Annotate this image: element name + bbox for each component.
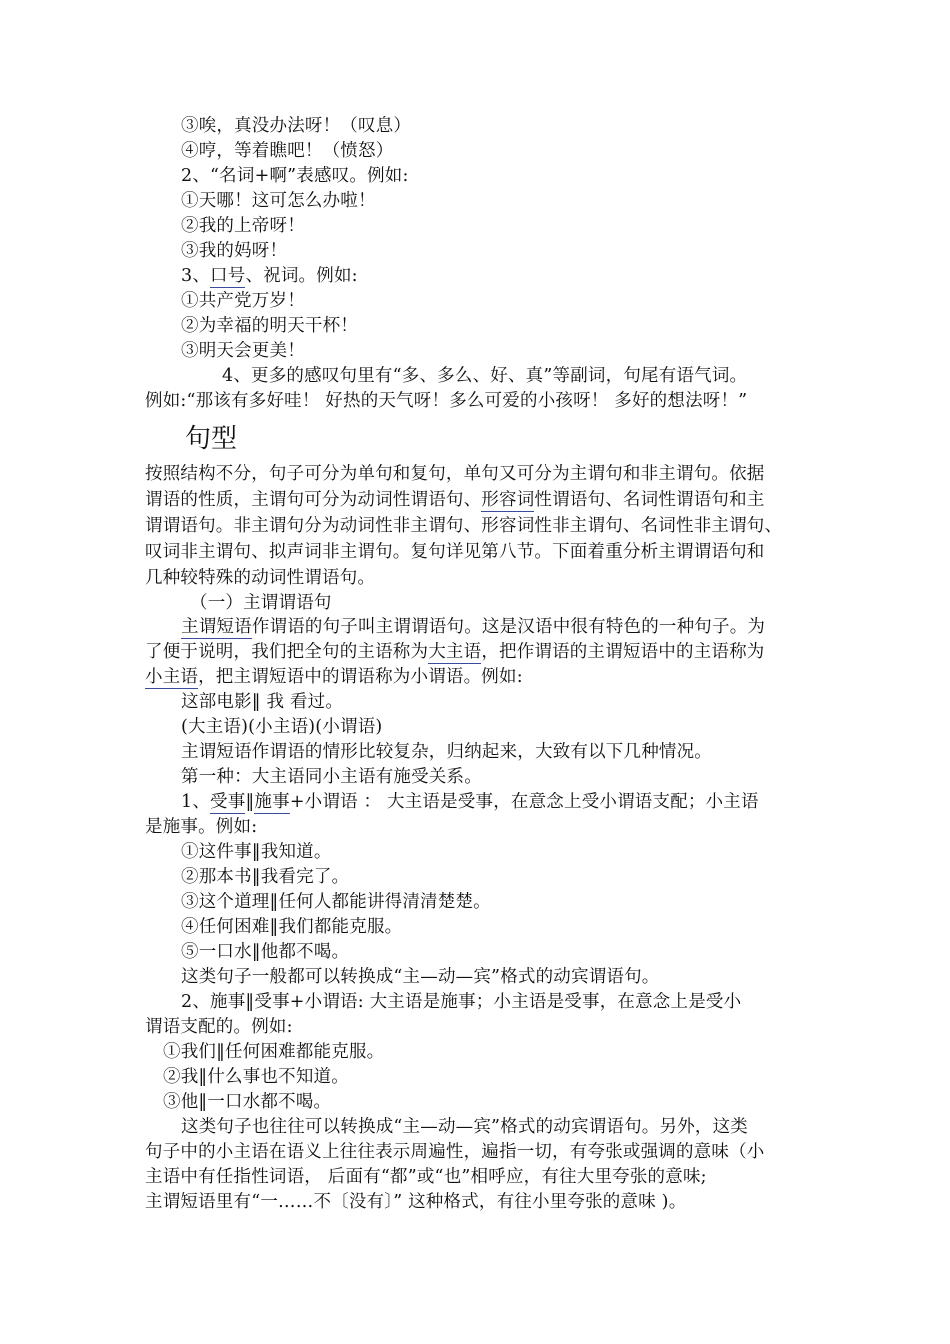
- case-two-heading-cont: 谓语支配的。例如:: [145, 1017, 293, 1037]
- subject-predicate-paragraph-line-2: [145, 640, 813, 664]
- sentence-type-paragraph-line-1: 按照结构不分，句子可分为单句和复句，单句又可分为主谓句和非主谓句。依据: [145, 464, 765, 484]
- sentence-type-paragraph-line-2: [145, 488, 813, 512]
- type-one-heading: 第一种：大主语同小主语有施受关系。: [181, 767, 482, 787]
- case-two-example-2: ②我‖什么事也不知道。: [163, 1067, 349, 1087]
- paragraph-text: ，把作谓语的主谓短语中的主语称为: [481, 642, 765, 662]
- intro-line: 主谓短语作谓语的情形比较复杂，归纳起来，大致有以下几种情况。: [181, 742, 712, 762]
- paragraph-text: 谓语的性质，主谓句可分为动词性谓语句、: [145, 490, 482, 510]
- case-two-note-line-1: 这类句子也往往可以转换成“主—动—宾”格式的动宾谓语句。另外，这类: [181, 1117, 748, 1137]
- sentence-type-paragraph-line-5: 几种较特殊的动词性谓语句。: [145, 568, 376, 588]
- underlined-term-slogan: 口号: [210, 266, 246, 286]
- noun-exclamation-example-1: ①天哪！这可怎么办啦！: [181, 191, 376, 211]
- paragraph-text: 性谓语句、名词性谓语句和主: [534, 490, 765, 510]
- underlined-term-small-subject: 小主语: [145, 667, 199, 687]
- example-sentence: 这部电影‖ 我 看过。: [181, 692, 344, 712]
- slogan-example-1: ①共产党万岁！: [181, 291, 305, 311]
- case-one-heading-cont: 是施事。例如:: [145, 817, 258, 837]
- subsection-title: （一）主谓谓语句: [190, 593, 332, 613]
- slogan-heading-num: 3、: [181, 266, 211, 286]
- sentence-type-paragraph-line-4: 叹词非主谓句、拟声词非主谓句。复句详见第八节。下面着重分析主谓谓语句和: [145, 542, 765, 562]
- subject-predicate-paragraph-line-3: [145, 665, 813, 689]
- paragraph-text: 了便于说明，我们把全句的主语称为: [145, 642, 429, 662]
- sentence-type-paragraph-line-3: 谓谓语句。非主谓句分为动词性非主谓句、形容词性非主谓句、名词性非主谓句、: [145, 516, 783, 536]
- case-two-heading: 2、施事‖受事+小谓语: 大主语是施事；小主语是受事，在意念上是受小: [181, 992, 742, 1012]
- subject-predicate-paragraph-line-1: [181, 615, 813, 639]
- case-one-example-3: ③这个道理‖任何人都能讲得清清楚楚。: [181, 892, 491, 912]
- case-one-example-4: ④任何困难‖我们都能克服。: [181, 917, 403, 937]
- case-two-example-3: ③他‖一口水都不喝。: [163, 1092, 332, 1112]
- exclamation-example-sigh: ③唉，真没办法呀！（叹息）: [181, 116, 412, 136]
- case-one-example-1: ①这件事‖我知道。: [181, 842, 332, 862]
- section-heading: 句型: [185, 424, 238, 454]
- slogan-example-3: ③明天会更美！: [181, 341, 305, 361]
- paragraph-text: +小谓语 ： 大主语是受事，在意念上受小谓语支配；小主语: [289, 792, 759, 812]
- exclamation-example-anger: ④哼，等着瞧吧！（愤怒）: [181, 141, 394, 161]
- paragraph-text: 作谓语的句子叫主谓谓语句。这是汉语中很有特色的一种句子。为: [251, 617, 766, 637]
- adverb-exclamation-line: 4、更多的感叹句里有“多、多么、好、真”等副词，句尾有语气词。: [222, 366, 748, 386]
- case-one-heading: [181, 790, 813, 814]
- underlined-term-patient: 受事: [210, 792, 246, 812]
- underlined-term-agent: 施事: [254, 792, 290, 812]
- separator: ‖: [245, 792, 255, 812]
- case-one-example-2: ②那本书‖我看完了。: [181, 867, 350, 887]
- case-one-example-5: ⑤一口水‖他都不喝。: [181, 942, 350, 962]
- noun-exclamation-heading: 2、“名词+啊”表感叹。例如:: [181, 166, 409, 186]
- noun-exclamation-example-3: ③我的妈呀！: [181, 241, 288, 261]
- example-labels: (大主语)(小主语)(小谓语): [181, 717, 383, 737]
- case-two-note-line-2: 句子中的小主语在语义上往往表示周遍性，遍指一切，有夸张或强调的意味（小: [145, 1142, 765, 1162]
- noun-exclamation-example-2: ②我的上帝呀！: [181, 216, 305, 236]
- underlined-term-adjective: 形容词: [481, 490, 535, 510]
- adverb-exclamation-examples: 例如:“那该有多好哇！ 好热的天气呀！多么可爱的小孩呀！ 多好的想法呀！”: [145, 391, 748, 411]
- slogan-heading: [181, 264, 813, 288]
- underlined-term-sp-phrase: 主谓短语: [181, 617, 252, 637]
- case-two-note-line-3: 主语中有任指性词语， 后面有“都”或“也”相呼应，有往大里夸张的意味;: [145, 1167, 707, 1187]
- slogan-example-2: ②为幸福的明天干杯！: [181, 316, 358, 336]
- case-one-note: 这类句子一般都可以转换成“主—动—宾”格式的动宾谓语句。: [181, 967, 660, 987]
- paragraph-text: ，把主谓短语中的谓语称为小谓语。例如:: [198, 667, 523, 687]
- case-two-example-1: ①我们‖任何困难都能克服。: [163, 1042, 385, 1062]
- case-number: 1、: [181, 792, 211, 812]
- underlined-term-big-subject: 大主语: [428, 642, 482, 662]
- slogan-heading-rest: 、祝词。例如:: [245, 266, 358, 286]
- case-two-note-line-4: 主谓短语里有“一……不〔没有〕” 这种格式，有往小里夸张的意味 )。: [145, 1192, 687, 1212]
